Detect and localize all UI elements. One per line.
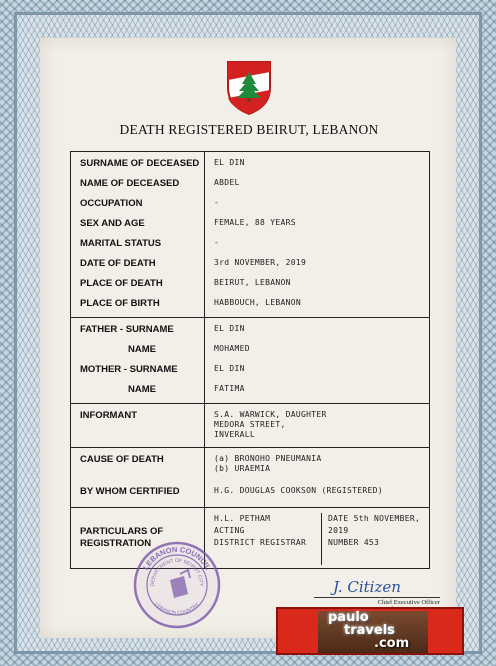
signature-caption-line: Chief Executive Officer xyxy=(377,599,440,606)
field-label: MOTHER - SURNAME xyxy=(71,358,205,378)
registration-date-block xyxy=(322,513,420,565)
cause-line: (b) URAEMIA xyxy=(214,464,271,473)
field-label: CAUSE OF DEATH xyxy=(71,448,205,484)
table-row xyxy=(71,232,430,252)
council-stamp xyxy=(132,540,222,630)
table-row xyxy=(71,252,430,272)
registrar-block xyxy=(214,513,322,565)
registration-line: NUMBER 453 xyxy=(328,538,380,547)
field-label: BY WHOM CERTIFIED xyxy=(71,484,205,508)
field-value: EL DIN xyxy=(214,363,245,373)
field-label xyxy=(71,378,205,404)
table-row xyxy=(71,318,430,338)
field-label xyxy=(71,338,205,358)
table-row xyxy=(71,152,430,172)
informant-line: INVERALL xyxy=(214,430,255,439)
table-row xyxy=(71,292,430,318)
table-row xyxy=(71,358,430,378)
field-value: FATIMA xyxy=(214,383,245,393)
particulars-label-line: REGISTRATION xyxy=(80,538,152,549)
table-row xyxy=(71,192,430,212)
table-row xyxy=(71,172,430,192)
field-label-text: NAME xyxy=(128,383,156,395)
field-value: EL DIN xyxy=(205,318,430,338)
registrar-line: ACTING xyxy=(214,526,245,535)
informant-value xyxy=(205,404,430,448)
field-label: PLACE OF DEATH xyxy=(71,272,205,292)
informant-line: S.A. WARWICK, DAUGHTER xyxy=(214,410,327,419)
field-label-text: NAME xyxy=(128,343,156,355)
document-title: DEATH REGISTERED BEIRUT, LEBANON xyxy=(119,122,379,137)
table-row xyxy=(71,272,430,292)
watermark-text: .com xyxy=(374,636,410,651)
watermark-text: paulo xyxy=(328,610,369,625)
field-value: EL DIN xyxy=(214,158,245,167)
table-row xyxy=(71,212,430,232)
lebanon-emblem-icon xyxy=(224,58,274,116)
particulars-value xyxy=(205,508,430,569)
table-row xyxy=(71,484,430,508)
table-row xyxy=(71,448,430,484)
field-label: OCCUPATION xyxy=(71,192,205,212)
table-row xyxy=(71,508,430,569)
registration-table xyxy=(70,151,430,569)
field-value: MOHAMED xyxy=(214,343,250,353)
field-value: - xyxy=(214,197,220,207)
registration-line: 2019 xyxy=(328,526,349,535)
signature-script: J. Citizen xyxy=(333,578,401,596)
stamp-bottom-text: LEBANON COUNTRY xyxy=(153,601,201,617)
field-value: HABBOUCH, LEBANON xyxy=(214,297,301,307)
stamp-inner-text: DEPARTMENT OF BEIRUT CITY xyxy=(149,557,205,587)
field-value: 3rd NOVEMBER, 2019 xyxy=(214,257,307,267)
field-label: NAME OF DECEASED xyxy=(71,172,205,192)
signature-line xyxy=(314,597,440,598)
cause-line: (a) BRONOHO PNEUMANIA xyxy=(214,454,322,463)
particulars-label-line: PARTICULARS OF xyxy=(80,526,164,537)
stamp-outer-text: LEBANON COUNCIL xyxy=(141,544,213,572)
table-row xyxy=(71,338,430,358)
cause-value xyxy=(205,448,430,484)
registration-line: DATE 5th NOVEMBER, xyxy=(328,514,421,523)
watermark-logo xyxy=(276,607,464,655)
informant-line: MEDORA STREET, xyxy=(214,420,286,429)
field-label: INFORMANT xyxy=(71,404,205,448)
field-value: H.G. DOUGLAS COOKSON (REGISTERED) xyxy=(214,485,383,495)
field-value: ABDEL xyxy=(214,177,240,187)
watermark-text: travels xyxy=(344,623,395,638)
field-label: MARITAL STATUS xyxy=(71,232,205,252)
table-row xyxy=(71,404,430,448)
particulars-split xyxy=(214,513,429,565)
field-label: PLACE OF BIRTH xyxy=(71,292,205,318)
field-value: FEMALE, 88 YEARS xyxy=(214,217,296,227)
field-value: - xyxy=(214,237,220,247)
field-label: SURNAME OF DECEASED xyxy=(71,152,205,172)
field-value: BEIRUT, LEBANON xyxy=(214,277,291,287)
field-label: FATHER - SURNAME xyxy=(71,318,205,338)
registrar-line: DISTRICT REGISTRAR xyxy=(214,538,307,547)
table-row xyxy=(71,378,430,404)
field-label: DATE OF DEATH xyxy=(71,252,205,272)
field-label: SEX AND AGE xyxy=(71,212,205,232)
registrar-line: H.L. PETHAM xyxy=(214,514,271,523)
